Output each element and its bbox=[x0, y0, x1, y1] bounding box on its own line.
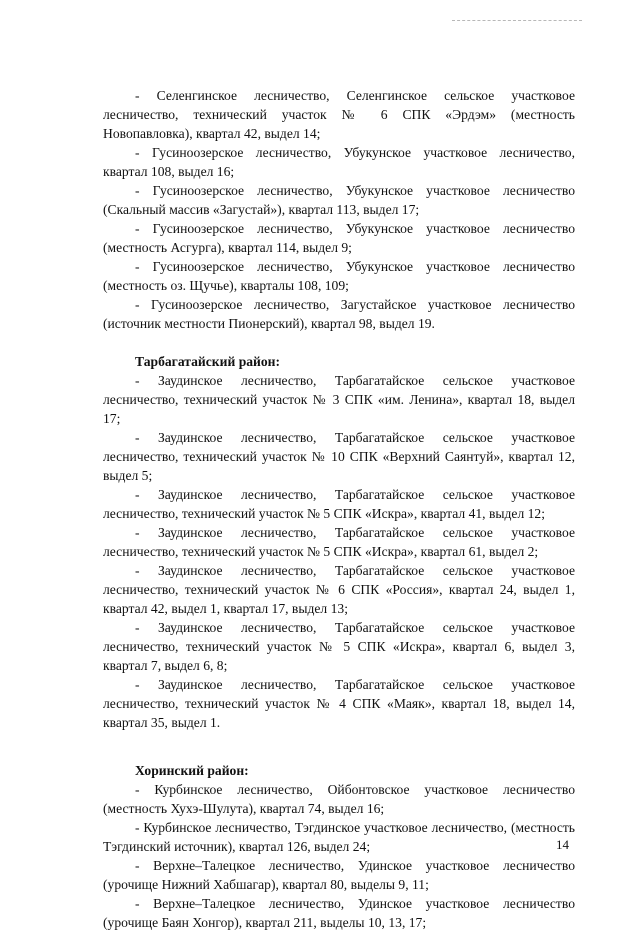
list-item: - Заудинское лесничество, Тарбагатайское сельское участковое лесничество, технический участок № 6 СПК «Россия», квартал 24, выдел 1, квартал 42, выдел 1, квартал 17, выдел 13; bbox=[103, 563, 575, 616]
list-item: - Заудинское лесничество, Тарбагатайское сельское участковое лесничество, технический участок № 5 СПК «Искра», квартал 6, выдел 3, квартал 7, выдел 6, 8; bbox=[103, 620, 575, 673]
list-item: - Гусиноозерское лесничество, Убукунское участковое лесничество (местность оз. Щучье), кварталы 108, 109; bbox=[103, 259, 575, 293]
list-item: - Верхне–Талецкое лесничество, Удинское участковое лесничество (урочище Нижний Хабшагар), квартал 80, выделы 9, 11; bbox=[103, 858, 575, 892]
list-item: - Заудинское лесничество, Тарбагатайское сельское участковое лесничество, технический участок № 10 СПК «Верхний Саянтуй», квартал 12, выдел 5; bbox=[103, 430, 575, 483]
section-tarbagatai bbox=[103, 352, 575, 732]
document-page bbox=[103, 86, 575, 932]
list-item: - Гусиноозерское лесничество, Убукунское участковое лесничество (местность Асгурга), квартал 114, выдел 9; bbox=[103, 221, 575, 255]
list-item: - Селенгинское лесничество, Селенгинское сельское участковое лесничество, технический участок № 6 СПК «Эрдэм» (местность Новопавловка), квартал 42, выдел 14; bbox=[103, 88, 575, 141]
list-item: - Курбинское лесничество, Тэгдинское участковое лесничество, (местность Тэгдинский источник), квартал 126, выдел 24; bbox=[103, 820, 575, 854]
section-heading: Тарбагатайский район: bbox=[135, 354, 281, 369]
page-number: 14 bbox=[556, 837, 569, 852]
list-item: - Курбинское лесничество, Ойбонтовское участковое лесничество (местность Хухэ-Шулута), квартал 74, выдел 16; bbox=[103, 782, 575, 816]
intro-list bbox=[103, 86, 575, 333]
list-item: - Гусиноозерское лесничество, Убукунское участковое лесничество, квартал 108, выдел 16; bbox=[103, 145, 575, 179]
list-item: - Заудинское лесничество, Тарбагатайское сельское участковое лесничество, технический участок № 5 СПК «Искра», квартал 61, выдел 2; bbox=[103, 525, 575, 559]
scan-artifact-line bbox=[452, 20, 582, 24]
list-item: - Заудинское лесничество, Тарбагатайское сельское участковое лесничество, технический участок № 5 СПК «Искра», квартал 41, выдел 12; bbox=[103, 487, 575, 521]
list-item: - Верхне–Талецкое лесничество, Удинское участковое лесничество (урочище Баян Хонгор), квартал 211, выделы 10, 13, 17; bbox=[103, 896, 575, 930]
list-item: - Заудинское лесничество, Тарбагатайское сельское участковое лесничество, технический участок № 4 СПК «Маяк», квартал 18, выдел 14, квартал 35, выдел 1. bbox=[103, 677, 575, 730]
section-heading: Хоринский район: bbox=[135, 763, 249, 778]
section-khorinsky bbox=[103, 761, 575, 932]
list-item: - Гусиноозерское лесничество, Убукунское участковое лесничество (Скальный массив «Загустай»), квартал 113, выдел 17; bbox=[103, 183, 575, 217]
list-item: - Гусиноозерское лесничество, Загустайское участковое лесничество (источник местности Пионерский), квартал 98, выдел 19. bbox=[103, 297, 575, 331]
list-item: - Заудинское лесничество, Тарбагатайское сельское участковое лесничество, технический участок № 3 СПК «им. Ленина», квартал 18, выдел 17; bbox=[103, 373, 575, 426]
